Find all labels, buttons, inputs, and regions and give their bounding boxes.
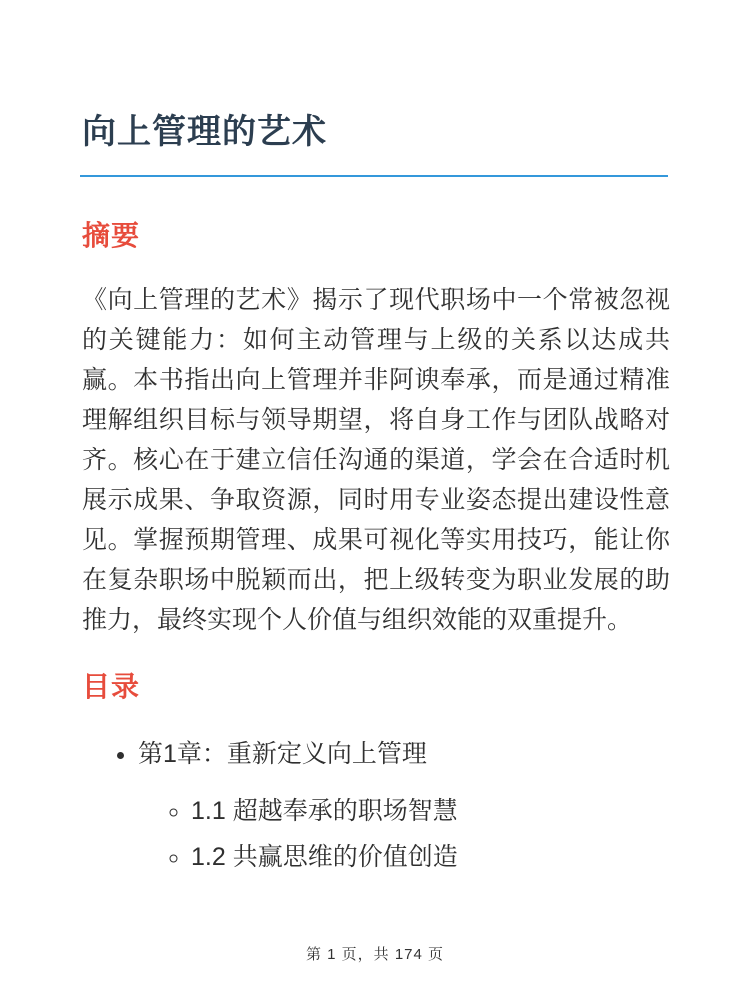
toc-sections-list [138, 791, 670, 877]
toc-section-item: ◦ 1.1 超越奉承的职场智慧 [191, 791, 670, 831]
page-number-footer: 第 1 页，共 174 页 [305, 946, 445, 963]
toc-heading: 目录 [82, 671, 141, 703]
document-title: 向上管理的艺术 [82, 113, 327, 151]
abstract-text: 《向上管理的艺术》揭示了现代职场中一个常被忽视的关键能力：如何主动管理与上级的关系以达成共赢。本书指出向上管理并非阿谀奉承，而是通过精准理解组织目标与领导期望，将自身工作与团队战略对齐。核心在于建立信任沟通的渠道，学会在合适时机展示成果、争取资源，同时用专业姿态提出建设性意见。掌握预期管理、成果可视化等实用技巧，能让你在复杂职场中脱颖而出，把上级转变为职业发展的助推力，最终实现个人价值与组织效能的双重提升。 [82, 286, 670, 635]
title-rule [80, 175, 668, 177]
toc-chapter-label: 第1章：重新定义向上管理 [138, 739, 427, 768]
toc-section-item: ◦ 1.2 共赢思维的价值创造 [191, 837, 670, 877]
toc-chapter-item [138, 734, 670, 877]
toc-list [82, 734, 670, 877]
abstract-heading: 摘要 [82, 219, 141, 251]
